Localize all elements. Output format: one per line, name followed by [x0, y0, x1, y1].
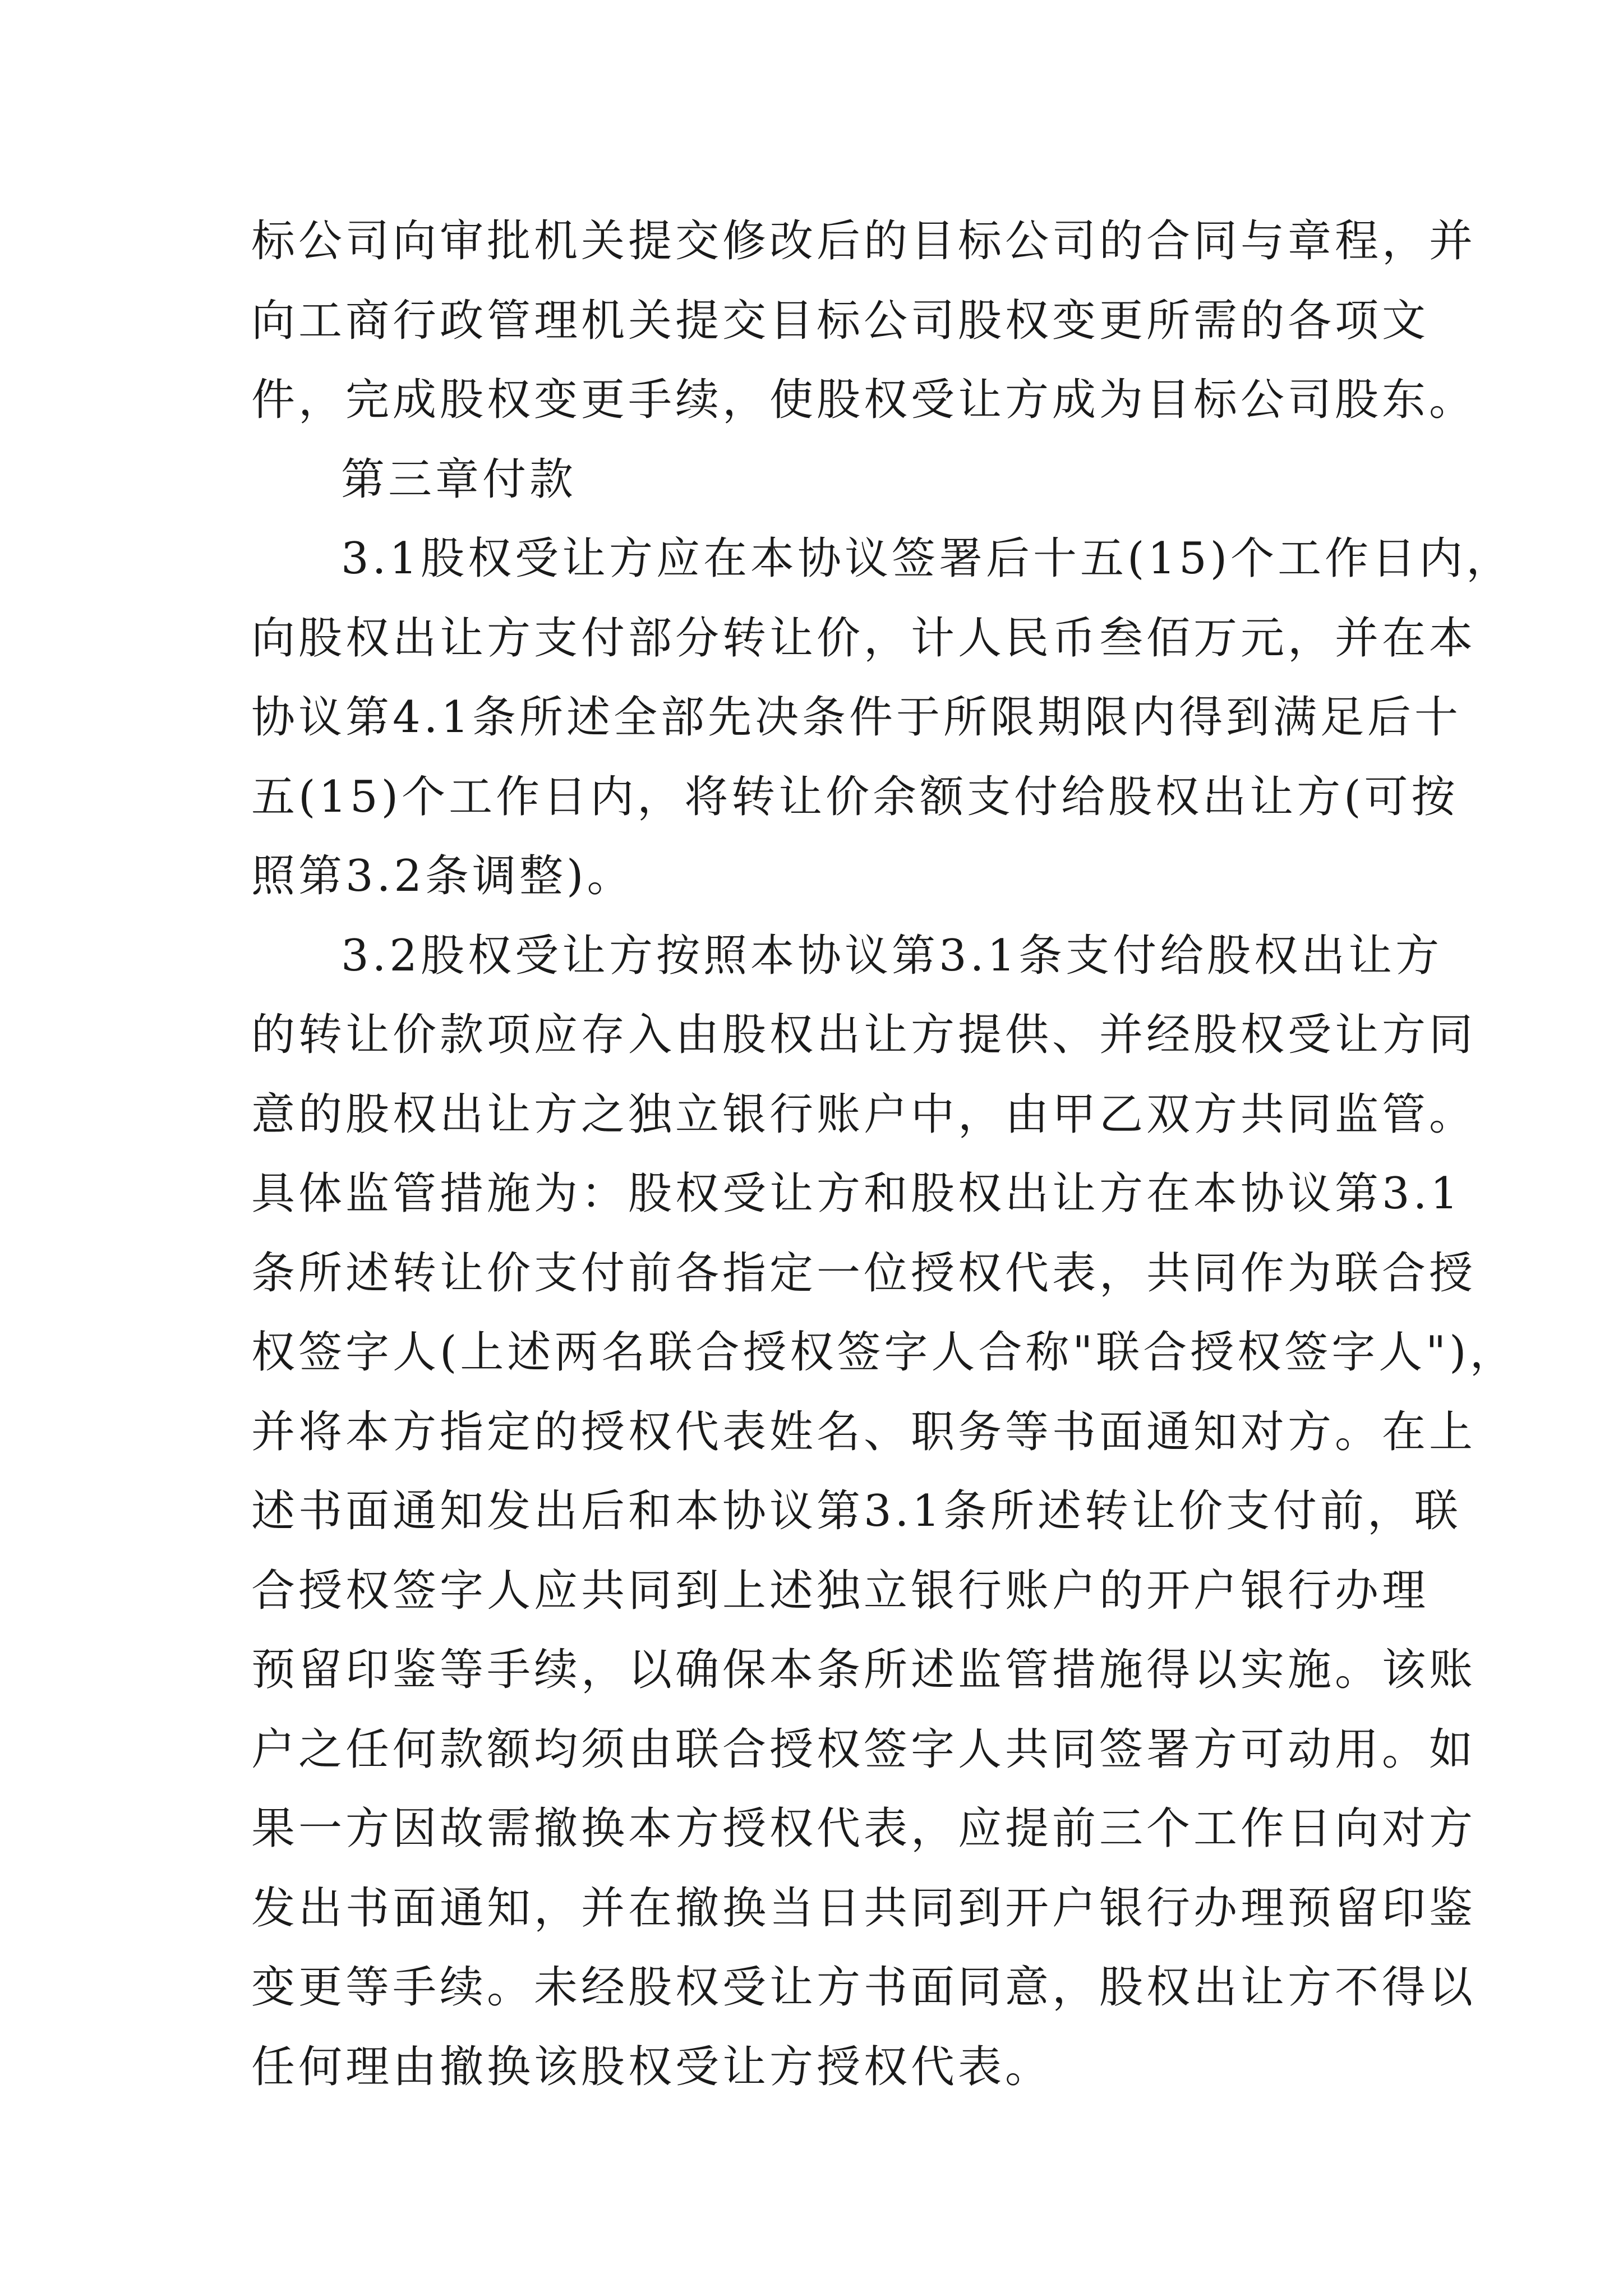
text-line: 向工商行政管理机关提交目标公司股权变更所需的各项文 [251, 295, 1430, 346]
text-line: 协议第4.1条所述全部先决条件于所限期限内得到满足后十 [251, 692, 1462, 743]
text-line: 述书面通知发出后和本协议第3.1条所述转让价支付前，联 [251, 1486, 1462, 1536]
text-line: 照第3.2条调整)。 [251, 851, 634, 901]
text-line: 五(15)个工作日内，将转让价余额支付给股权出让方(可按 [251, 771, 1459, 822]
text-line: 并将本方指定的授权代表姓名、职务等书面通知对方。在上 [251, 1406, 1477, 1457]
text-line: 3.2股权受让方按照本协议第3.1条支付给股权出让方 [341, 930, 1443, 981]
text-line: 具体监管措施为：股权受让方和股权出让方在本协议第3.1 [251, 1168, 1462, 1219]
text-line: 果一方因故需撤换本方授权代表，应提前三个工作日向对方 [251, 1803, 1477, 1854]
text-line: 向股权出让方支付部分转让价，计人民币叁佰万元，并在本 [251, 613, 1477, 664]
text-line: 预留印鉴等手续，以确保本条所述监管措施得以实施。该账 [251, 1645, 1477, 1695]
text-line: 3.1股权受让方应在本协议签署后十五(15)个工作日内， [341, 533, 1514, 584]
text-line: 发出书面通知，并在撤换当日共同到开户银行办理预留印鉴 [251, 1883, 1477, 1934]
text-line: 标公司向审批机关提交修改后的目标公司的合同与章程，并 [251, 216, 1477, 266]
text-line: 合授权签字人应共同到上述独立银行账户的开户银行办理 [251, 1565, 1430, 1616]
text-line: 件，完成股权变更手续，使股权受让方成为目标公司股东。 [251, 375, 1477, 425]
text-line: 条所述转让价支付前各指定一位授权代表，共同作为联合授 [251, 1248, 1477, 1299]
chapter-heading: 第三章付款 [341, 454, 577, 505]
text-line: 变更等手续。未经股权受让方书面同意，股权出让方不得以 [251, 1962, 1477, 2013]
text-line: 的转让价款项应存入由股权出让方提供、并经股权受让方同 [251, 1010, 1477, 1060]
text-line: 意的股权出让方之独立银行账户中，由甲乙双方共同监管。 [251, 1089, 1477, 1140]
text-line: 任何理由撤换该股权受让方授权代表。 [251, 2041, 1053, 2092]
document-body [251, 202, 1517, 2107]
text-line: 户之任何款额均须由联合授权签字人共同签署方可动用。如 [251, 1724, 1477, 1775]
text-line: 权签字人(上述两名联合授权签字人合称"联合授权签字人")， [251, 1327, 1517, 1378]
